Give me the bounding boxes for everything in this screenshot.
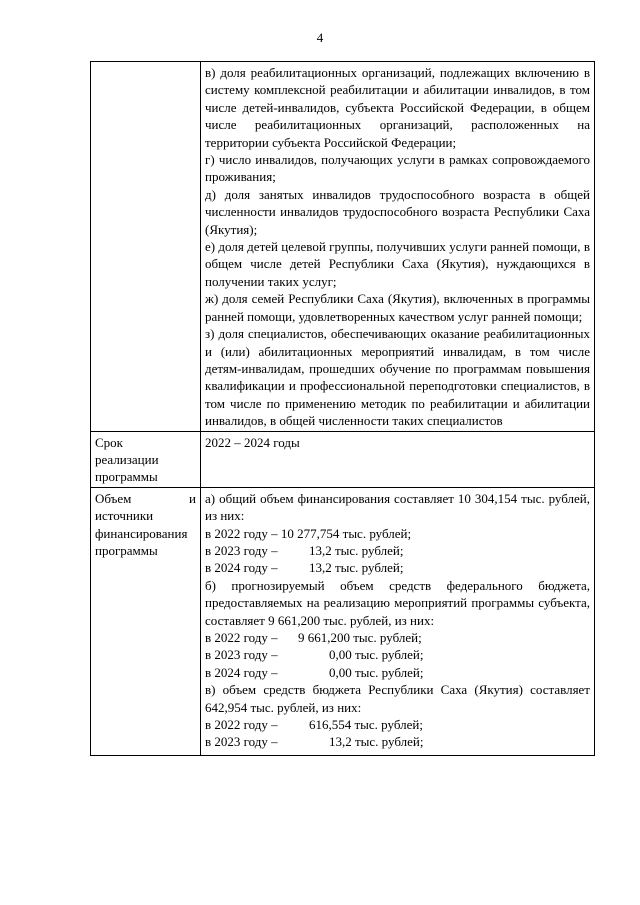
financing-label-cell — [91, 487, 201, 755]
financing-label: Объем и источники финансирования программы — [95, 490, 196, 558]
year-label: в 2024 году – — [205, 664, 278, 680]
year-label: в 2023 году – — [205, 542, 278, 558]
indicators-content-cell — [201, 62, 595, 432]
year-label: в 2022 году – — [205, 630, 278, 645]
financing-regional-year-line — [205, 716, 590, 733]
financing-federal-text: б) прогнозируемый объем средств федерального бюджета, предоставляемых на реализацию мероприятий программы субъекта, составляет 9 661,200 тыс. рублей, из них: — [205, 577, 590, 628]
financing-total-year-line — [205, 559, 590, 576]
financing-total-year-line — [205, 542, 590, 559]
year-amount: 13,2 тыс. рублей; — [309, 542, 404, 558]
year-amount: 0,00 тыс. рублей; — [329, 647, 424, 663]
year-label: в 2022 году – — [205, 525, 281, 541]
year-amount: 9 661,200 тыс. рублей; — [298, 630, 422, 645]
year-amount: 0,00 тыс. рублей; — [329, 664, 424, 680]
period-row — [91, 431, 595, 487]
financing-content-cell — [201, 487, 595, 755]
financing-federal-year-line — [205, 646, 590, 663]
financing-total-year-line — [205, 525, 590, 542]
financing-regional-year-line — [205, 733, 590, 750]
financing-federal-year-line — [205, 664, 590, 681]
year-amount: 13,2 тыс. рублей; — [329, 734, 424, 750]
year-label: в 2024 году – — [205, 560, 278, 576]
period-value-cell — [201, 431, 595, 487]
indicator-item-g: г) число инвалидов, получающих услуги в рамках сопровождаемого проживания; — [205, 152, 590, 185]
period-value: 2022 – 2024 годы — [205, 434, 300, 450]
page-number: 4 — [316, 30, 324, 45]
indicator-item-e: е) доля детей целевой группы, получивших услуги ранней помощи, в общем числе детей Республики Саха (Якутия), нуждающихся в получении таких услуг; — [205, 239, 590, 289]
program-passport-table — [90, 61, 595, 756]
year-label: в 2022 году – — [205, 717, 278, 733]
financing-total-text: а) общий объем финансирования составляет 10 304,154 тыс. рублей, из них: — [205, 490, 590, 524]
indicators-label-cell — [91, 62, 201, 432]
year-amount: 616,554 тыс. рублей; — [309, 717, 423, 733]
year-label: в 2023 году – — [205, 734, 278, 750]
year-amount: 10 277,754 тыс. рублей; — [280, 525, 412, 541]
financing-row — [91, 487, 595, 755]
indicator-item-z: з) доля специалистов, обеспечивающих оказание реабилитационных и (или) абилитационных мероприятий инвалидам, в том числе детям-инвалидам, прошедших обучение по программам повышения квалификации и профессиональной переподготовки специалистов, в том числе по применению методик по реабилитации и абилитации инвалидов, в общей численности таких специалистов — [205, 326, 590, 429]
year-amount: 13,2 тыс. рублей; — [309, 560, 404, 576]
year-label: в 2023 году – — [205, 647, 278, 663]
indicator-item-zh: ж) доля семей Республики Саха (Якутия), включенных в программы ранней помощи, удовлетворенных качеством услуг ранней помощи; — [205, 291, 590, 324]
indicator-item-d: д) доля занятых инвалидов трудоспособного возраста в общей численности инвалидов трудоспособного возраста Республики Саха (Якутия); — [205, 186, 590, 237]
indicators-row — [91, 62, 595, 432]
financing-federal-year-line — [205, 629, 590, 646]
financing-regional-text: в) объем средств бюджета Республики Саха (Якутия) составляет 642,954 тыс. рублей, из них: — [205, 682, 590, 715]
period-label-cell — [91, 431, 201, 487]
period-label: Срок реализации программы — [95, 434, 159, 485]
indicator-item-v: в) доля реабилитационных организаций, подлежащих включению в систему комплексной реабилитации и абилитации инвалидов, в том числе детей-инвалидов, субъекта Российской Федерации, в общем числе реабилитационных организаций, расположенных на территории субъекта Российской Федерации; — [205, 65, 590, 150]
